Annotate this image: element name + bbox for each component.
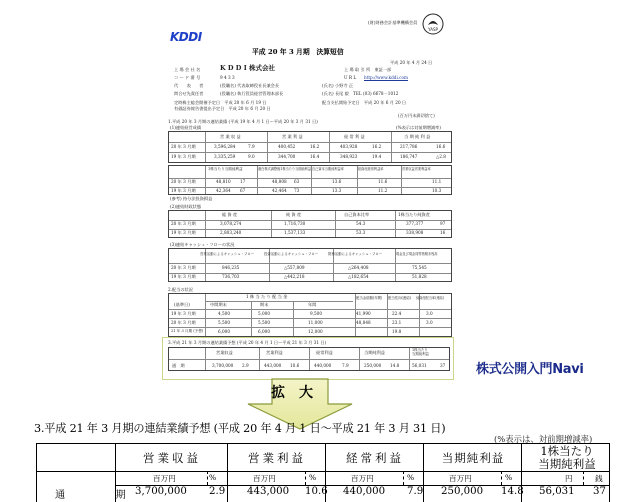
sec2-col-3: 1株当たり純資産 (398, 212, 430, 217)
sec4-col-1: 配当金総額(年間) (356, 296, 383, 300)
sec1b-r0-label: 20 年 3 月期 (171, 179, 196, 184)
sec1-r0-c4: 16.2 (310, 144, 320, 149)
doc-header-right: (財)財務会計基準機構会員 (368, 20, 418, 25)
sec2-r0-c4: 377,377 (406, 221, 424, 226)
sec1b-r1-c7: 10.3 (432, 188, 442, 193)
sec4-r0-label: 19 年 3 月期 (171, 311, 196, 316)
meeting-date: 定時株主総会開催予定日 平成 20 年 6 月 19 日 (174, 100, 267, 105)
sec3-r0-c2: △557,809 (284, 265, 305, 270)
value-eps-yen: 56,031 (539, 486, 575, 497)
sec1b-r1-c2: 67 (240, 188, 246, 193)
sec1-r1-c3: 344,700 (278, 154, 296, 159)
unit-revenue-pct: % (209, 473, 217, 482)
sec1-r1-c4: 16.4 (310, 154, 320, 159)
sec1b-r0-c5: 13.6 (332, 179, 342, 184)
report-date: 有価証券報告書提出予定日 平成 20 年 6 月 20 日 (174, 106, 271, 111)
sec5-table (168, 347, 450, 371)
exchange: 上 場 取 引 所 東証一部 (344, 67, 392, 72)
sec1b-r0-c3: 48,808 (272, 179, 287, 184)
sec1-col-3: 当 期 純 利 益 (404, 134, 431, 139)
earnings-report-thumbnail (160, 6, 456, 372)
sec4-subcol-1: 中間期末 (210, 302, 227, 307)
sec5-col-eps1: 1株当たり (412, 348, 428, 352)
unit-netinc-pct: % (505, 473, 513, 482)
sec1b-r0-c4: 63 (294, 179, 300, 184)
value-operating-income-pct: 10.6 (305, 486, 328, 497)
sec4-r1-c1: 5,500 (218, 320, 230, 325)
sec1-r0-label: 20 年 3 月期 (171, 144, 196, 149)
sec5-row-c9: 56,031 (412, 363, 427, 368)
dividend-date: 配当支払開始予定日 平成 20 年 6 月 20 日 (322, 100, 407, 105)
sec1-r0-c6: 16.2 (372, 144, 382, 149)
value-revenue: 3,700,000 (135, 486, 187, 497)
sec3-r1-c1: 736,703 (222, 274, 240, 279)
row-label-full-year: 通 期 (55, 490, 136, 501)
contact-label: 問合せ先責任者 (174, 91, 204, 96)
sec2-r1-c5: 16 (440, 230, 446, 235)
contact-name: (氏名) 長尾 毅 TEL (03) 6678－1012 (322, 91, 399, 96)
sec4-col-3: 純資産配当率(連結) (416, 296, 444, 300)
company-name: K D D I 株式会社 (220, 64, 276, 72)
unit-netinc: 百万円 (449, 474, 472, 483)
rep-label: 代 表 者 (174, 83, 204, 88)
sec5-col-ordinc: 経常利益 (316, 350, 333, 355)
sec1b-r1-c1: 42,364 (216, 188, 231, 193)
sec5-col-revenue: 営業収益 (216, 350, 233, 355)
sec1-r0-c8: 16.6 (436, 144, 446, 149)
sec1b-r0-c1: 48,810 (216, 179, 231, 184)
sec1-r1-c2: 9.0 (248, 154, 255, 159)
sec4-r1-c3: 11,000 (308, 320, 323, 325)
doc-date: 平成 20 年 4 月 24 日 (390, 60, 433, 65)
sec3-col-2: 財務活動によるキャッシュ・フロー (328, 252, 383, 256)
sec2-r1-c4: 338,908 (406, 230, 424, 235)
sec2-r1-label: 19 年 3 月期 (171, 230, 196, 235)
sec1b-r1-c4: 73 (294, 188, 300, 193)
value-revenue-pct: 2.9 (209, 486, 226, 497)
sec2-r1-c3: 53.3 (356, 230, 366, 235)
sec2-r0-label: 20 年 3 月期 (171, 221, 196, 226)
sec1-r0-c3: 400,452 (278, 144, 296, 149)
code-label: コ ー ド 番 号 (174, 75, 201, 80)
yasp-seal-icon (422, 13, 444, 35)
sec3-r0-label: 20 年 3 月期 (171, 265, 196, 270)
value-ordinary-income: 440,000 (343, 486, 386, 497)
url-label: U R L (344, 75, 357, 80)
sec5-row-c4: 10.6 (290, 363, 300, 368)
sec1-col2-1: 潜在株式調整後1株当たり当期純利益 (258, 167, 312, 171)
forecast-title: 3.平成 21 年 3 月期の連結業績予想 (平成 20 年 4 月 1 日～平成 21 年 3 月 31 日) (34, 422, 446, 435)
sec5-row-c1: 3,700,000 (212, 363, 234, 368)
svg-text:YASP: YASP (428, 27, 438, 32)
sec2-r0-c3: 54.3 (356, 221, 366, 226)
value-operating-income: 443,000 (247, 486, 290, 497)
sec4-r2-c2: 6,000 (258, 329, 270, 334)
company-label: 上 場 会 社 名 (174, 67, 201, 72)
forecast-table (36, 443, 610, 502)
sec4-r2-c1: 6,000 (218, 329, 230, 334)
forecast-note: (%表示は、対前期増減率) (494, 434, 593, 444)
sec1-r0-c2: 7.9 (248, 144, 255, 149)
sec4-r0-c3: 9,500 (310, 311, 322, 316)
sec4-subcol-0: (基準日) (174, 302, 190, 307)
header-ordinary-income: 経常利益 (346, 450, 404, 465)
sec4-r0-c1: 4,500 (218, 311, 230, 316)
doc-title: 平成 20 年 3 月期 決算短信 (252, 48, 344, 56)
sec1-note: (%表示は対前期増減率) (396, 125, 441, 130)
sec1-r0-c5: 403,928 (340, 144, 358, 149)
sec1-r0-c1: 3,596,284 (214, 144, 236, 149)
header-eps-line2: 当期純利益 (538, 456, 596, 471)
sec3-col-0: 営業活動によるキャッシュ・フロー (200, 252, 255, 256)
sec1-r0-c7: 217,786 (400, 144, 418, 149)
sec3-col-3: 現金及び現金同等物期末残高 (396, 252, 438, 256)
sec3-r1-c4: 51,828 (412, 274, 427, 279)
sec4-r1-label: 20 年 3 月期 (171, 320, 196, 325)
sec5-row-c2: 2.9 (242, 363, 249, 368)
sec4-r2-c5: 19.8 (392, 329, 402, 334)
rep-name: (氏名) 小野寺 正 (322, 83, 354, 88)
sec2-col-0: 総 資 産 (222, 212, 238, 217)
sec2-subheading: (2)連結財政状態 (170, 204, 202, 209)
navi-brand-label: 株式公開入門Navi (476, 362, 584, 377)
sec5-col-netinc: 当期純利益 (364, 350, 385, 355)
sec4-subcol-3: 年間 (308, 302, 317, 307)
sec3-col-1: 投資活動によるキャッシュ・フロー (264, 252, 319, 256)
sec5-row-c3: 443,000 (264, 363, 282, 368)
sec1-col-0: 営 業 収 益 (220, 134, 241, 139)
sec1b-r1-c3: 42,464 (272, 188, 287, 193)
value-net-income: 250,000 (441, 486, 484, 497)
sec5-col-opinc: 営業利益 (266, 350, 283, 355)
sec1-r1-label: 19 年 3 月期 (171, 154, 196, 159)
sec1b-r0-c6: 11.6 (378, 179, 388, 184)
unit-revenue: 百万円 (153, 474, 176, 483)
sec1-col-1: 営 業 利 益 (282, 134, 303, 139)
header-net-income: 当期純利益 (441, 450, 505, 465)
sec4-r2-label: 21 年 3 月期 (予想) (171, 329, 204, 333)
url-link[interactable]: http://www.kddi.com (364, 75, 408, 80)
header-eps-line1: 1株当たり (540, 444, 594, 458)
code: 9 4 3 3 (220, 75, 235, 80)
rep-title: (役職名) 代表取締役社長兼会長 (220, 83, 280, 88)
sec1b-r0-c2: 17 (240, 179, 246, 184)
sec5-row-c7: 250,000 (364, 363, 382, 368)
sec5-row-c10: 37 (440, 363, 446, 368)
sec4-r1-c2: 5,500 (258, 320, 270, 325)
sec4-subcol-2: 期末 (260, 302, 269, 307)
value-eps-sen: 37 (593, 486, 606, 497)
value-ordinary-income-pct: 7.9 (407, 486, 424, 497)
sec1-col2-3: 総資産経常利益率 (358, 167, 384, 171)
header-operating-income: 営業利益 (248, 450, 306, 465)
sec4-r0-c2: 5,000 (258, 311, 270, 316)
sec5-row-c6: 7.9 (342, 363, 349, 368)
sec4-r1-c5: 23.1 (392, 320, 402, 325)
sec1-r1-c5: 348,923 (340, 154, 358, 159)
sec4-heading: 2.配当の状況 (168, 287, 193, 292)
sec5-row-label: 通 期 (172, 363, 185, 368)
sec1-col2-0: 1株当たり当期純利益 (208, 167, 243, 171)
sec1-col2-4: 営業収益営業利益率 (402, 167, 431, 171)
rounding-note: (百万円未満切捨て) (398, 113, 435, 118)
unit-opinc-pct: % (309, 473, 317, 482)
unit-ordinc: 百万円 (351, 474, 374, 483)
sec3-r1-c3: △182,654 (348, 274, 369, 279)
sec1-heading: 1.平成 20 年 3 月期の連結業績 (平成 19 年 4 月 1 日～平成 20 年 3 月 31 日) (168, 119, 318, 124)
sec3-subheading: (3)連結キャッシュ・フローの状況 (170, 242, 235, 247)
sec2-r0-c5: 97 (440, 221, 446, 226)
sec1-col2-2: 自己資本当期純利益率 (312, 167, 344, 171)
sec1b-r1-c6: 11.2 (378, 188, 388, 193)
kddi-logo: KDDI (170, 30, 202, 44)
sec5-heading: 3.平成 21 年 3 月期の連結業績予想 (平成 20 年 4 月 1 日～平成 21 年 3 月 31 日) (168, 340, 327, 345)
sec4-r0-c5: 22.4 (392, 311, 402, 316)
sec2-r0-c2: 1,716,730 (284, 221, 306, 226)
unit-opinc: 百万円 (253, 474, 276, 483)
unit-eps-yen: 円 (565, 474, 573, 483)
sec4-r0-c4: 41,990 (356, 311, 371, 316)
sec1b-r0-c7: 11.1 (432, 179, 442, 184)
sec1b-r1-label: 19 年 3 月期 (171, 188, 196, 193)
sec4-r0-c6: 3.0 (426, 311, 433, 316)
sec1-r1-c7: 186,747 (400, 154, 418, 159)
zoom-label: 拡大 (271, 385, 327, 401)
sec3-r1-label: 19 年 3 月期 (171, 274, 196, 279)
value-net-income-pct: 14.8 (501, 486, 524, 497)
sec1b-r1-c5: 13.3 (332, 188, 342, 193)
header-revenue: 営業収益 (143, 450, 201, 465)
sec4-r1-c4: 48,848 (356, 320, 371, 325)
sec5-col-eps2: 当期純利益 (412, 352, 429, 356)
sec1-r1-c8: △2.8 (436, 154, 446, 159)
sec1-col-2: 経 常 利 益 (344, 134, 365, 139)
sec2-col-1: 純 資 産 (286, 212, 302, 217)
sec2-r1-c2: 1,537,133 (284, 230, 306, 235)
contact-title: (役職名) 執行役員経営管理本部長 (220, 91, 284, 96)
sec5-row-c8: 14.8 (390, 363, 400, 368)
sec2-r0-c1: 3,078,274 (220, 221, 242, 226)
sec4-r1-c6: 3.0 (426, 320, 433, 325)
sec4-r2-c3: 12,000 (308, 329, 323, 334)
sec3-r0-c3: △264,408 (348, 265, 369, 270)
sec2-col-2: 自己資本比率 (344, 212, 370, 217)
sec2-r1-c1: 2,803,240 (220, 230, 242, 235)
unit-eps-sen: 銭 (595, 474, 603, 483)
sec1-subheading: (1)連結経営成績 (170, 125, 202, 130)
sec3-r0-c1: 846,235 (222, 265, 240, 270)
sec3-r1-c2: △442,218 (284, 274, 305, 279)
sec5-row-c5: 440,000 (314, 363, 332, 368)
sec1-ref: (参考) 持分法投資損益 (170, 196, 213, 201)
sec4-col-0: 1 株 当 た り 配 当 金 (246, 294, 288, 299)
unit-ordinc-pct: % (407, 473, 415, 482)
sec4-col-2: 配当性向(連結) (388, 296, 411, 300)
sec1-r1-c6: 19.4 (372, 154, 382, 159)
sec3-r0-c4: 75,545 (412, 265, 427, 270)
sec1-r1-c1: 3,335,259 (214, 154, 236, 159)
